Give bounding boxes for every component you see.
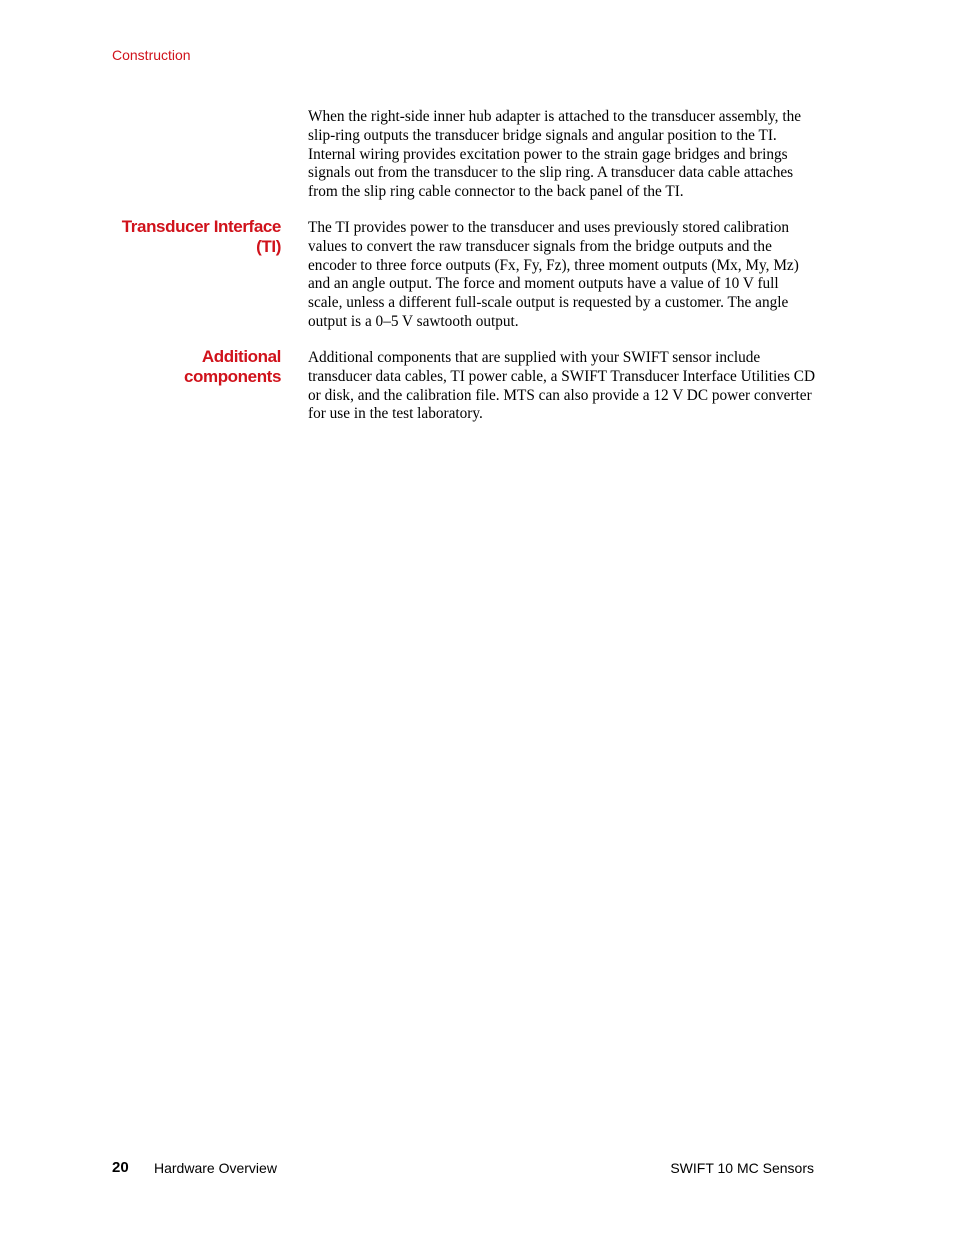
section-heading-additional-components (81, 347, 281, 386)
section-heading-line: (TI) (256, 236, 281, 256)
section-heading-line: Additional (201, 347, 281, 366)
footer-section-title: Hardware Overview (154, 1160, 277, 1176)
transducer-interface-paragraph: The TI provides power to the transducer and uses previously stored calibration values to convert the raw transducer signals from the bridge outputs and the encoder to three force outputs (Fx, Fy, Fz), three moment outputs (Mx, My, Mz) and an angle output. The force and moment outputs have a value of 10 V full scale, unless a different full-scale output is requested by a customer. The angle output is a 0–5 V sawtooth output. (308, 219, 799, 330)
running-head: Construction (112, 47, 191, 63)
intro-paragraph: When the right-side inner hub adapter is attached to the transducer assembly, the slip-ring outputs the transducer bridge signals and angular position to the TI. Internal wiring provides excitation power to the strain gage bridges and brings signals out from the transducer to the slip ring. A transducer data cable attaches from the slip ring cable connector to the back panel of the TI. (308, 108, 802, 201)
section-heading-line: components (183, 366, 281, 386)
section-heading-transducer-interface (81, 217, 281, 256)
page-number: 20 (112, 1159, 129, 1176)
footer-document-title: SWIFT 10 MC Sensors (670, 1160, 814, 1176)
additional-components-paragraph: Additional components that are supplied with your SWIFT sensor include transducer data cables, TI power cable, a SWIFT Transducer Interface Utilities CD or disk, and the calibration file. MTS can also provide a 12 V DC power converter for use in the test laboratory. (308, 349, 816, 423)
section-heading-line: Transducer Interface (121, 217, 281, 236)
